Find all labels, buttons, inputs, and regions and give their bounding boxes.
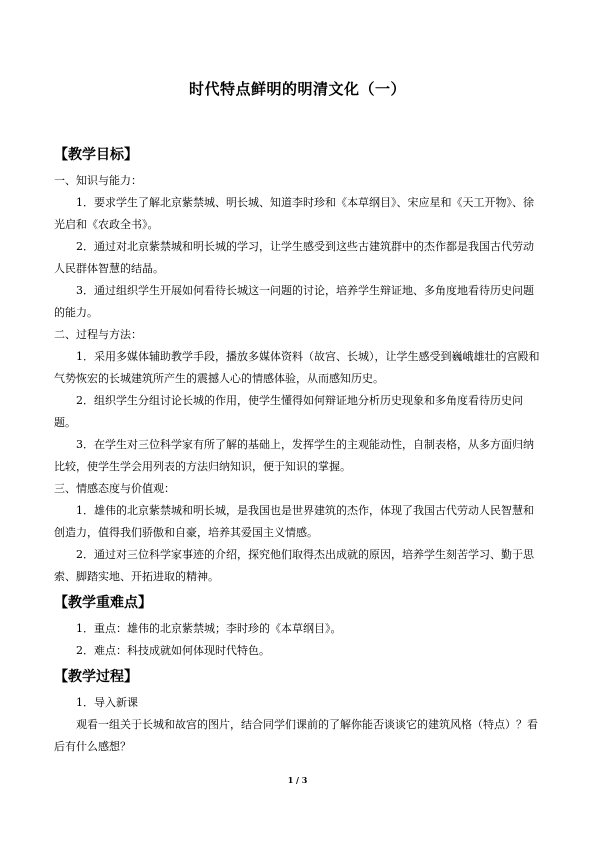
- emotion-item-1: 1．雄伟的北京紫禁城和明长城，是我国也是世界建筑的杰作，体现了我国古代劳动人民智慧和创造力，值得我们骄傲和自豪，培养其爱国主义情感。: [54, 504, 534, 539]
- subsection-title-emotion: 三、情感态度与价值观：: [54, 482, 175, 495]
- key-point-item-1: 1．重点：雄伟的北京紫禁城；李时珍的《本草纲目》。: [76, 622, 342, 635]
- subsection-title-knowledge: 一、知识与能力：: [54, 174, 142, 187]
- page-number: 1 / 3: [287, 775, 308, 785]
- process-item-1: 1．采用多媒体辅助教学手段，播放多媒体资料（故宫、长城），让学生感受到巍峨雄壮的宫殿和气势恢宏的长城建筑所产生的震撼人心的情感体验，从而感知历史。: [54, 350, 540, 385]
- process-item-3: 3．在学生对三位科学家有所了解的基础上，发挥学生的主观能动性，自制表格，从多方面归纳比较，使学生学会用列表的方法归纳知识，便于知识的掌握。: [54, 438, 534, 473]
- knowledge-item-3: 3．通过组织学生开展如何看待长城这一问题的讨论，培养学生辩证地、多角度地看待历史问题的能力。: [54, 284, 534, 319]
- procedure-item-1: 1．导入新课: [76, 696, 138, 709]
- key-point-item-2: 2．难点：科技成就如何体现时代特色。: [76, 644, 270, 657]
- section-heading-procedure: 【教学过程】: [54, 669, 138, 685]
- knowledge-item-2: 2．通过对北京紫禁城和明长城的学习，让学生感受到这些古建筑群中的杰作都是我国古代劳动人民群体智慧的结晶。: [54, 240, 534, 275]
- emotion-item-2: 2．通过对三位科学家事迹的介绍，探究他们取得杰出成就的原因，培养学生刻苦学习、勤于思索、脚踏实地、开拓进取的精神。: [54, 548, 534, 583]
- document-body: [54, 145, 544, 758]
- document-title: 时代特点鲜明的明清文化（一）: [188, 80, 406, 98]
- knowledge-item-1: 1．要求学生了解北京紫禁城、明长城、知道李时珍和《本草纲目》、宋应星和《天工开物》、徐光启和《农政全书》。: [54, 196, 534, 231]
- section-heading-objectives: 【教学目标】: [54, 147, 138, 163]
- procedure-item-2: 观看一组关于长城和故宫的图片，结合同学们课前的了解你能否谈谈它的建筑风格（特点）？看后有什么感想？: [54, 718, 538, 753]
- subsection-title-process: 二、过程与方法：: [54, 328, 142, 341]
- process-item-2: 2．组织学生分组讨论长城的作用，使学生懂得如何辩证地分析历史现象和多角度看待历史问题。: [54, 394, 523, 429]
- section-heading-key-points: 【教学重难点】: [54, 595, 152, 611]
